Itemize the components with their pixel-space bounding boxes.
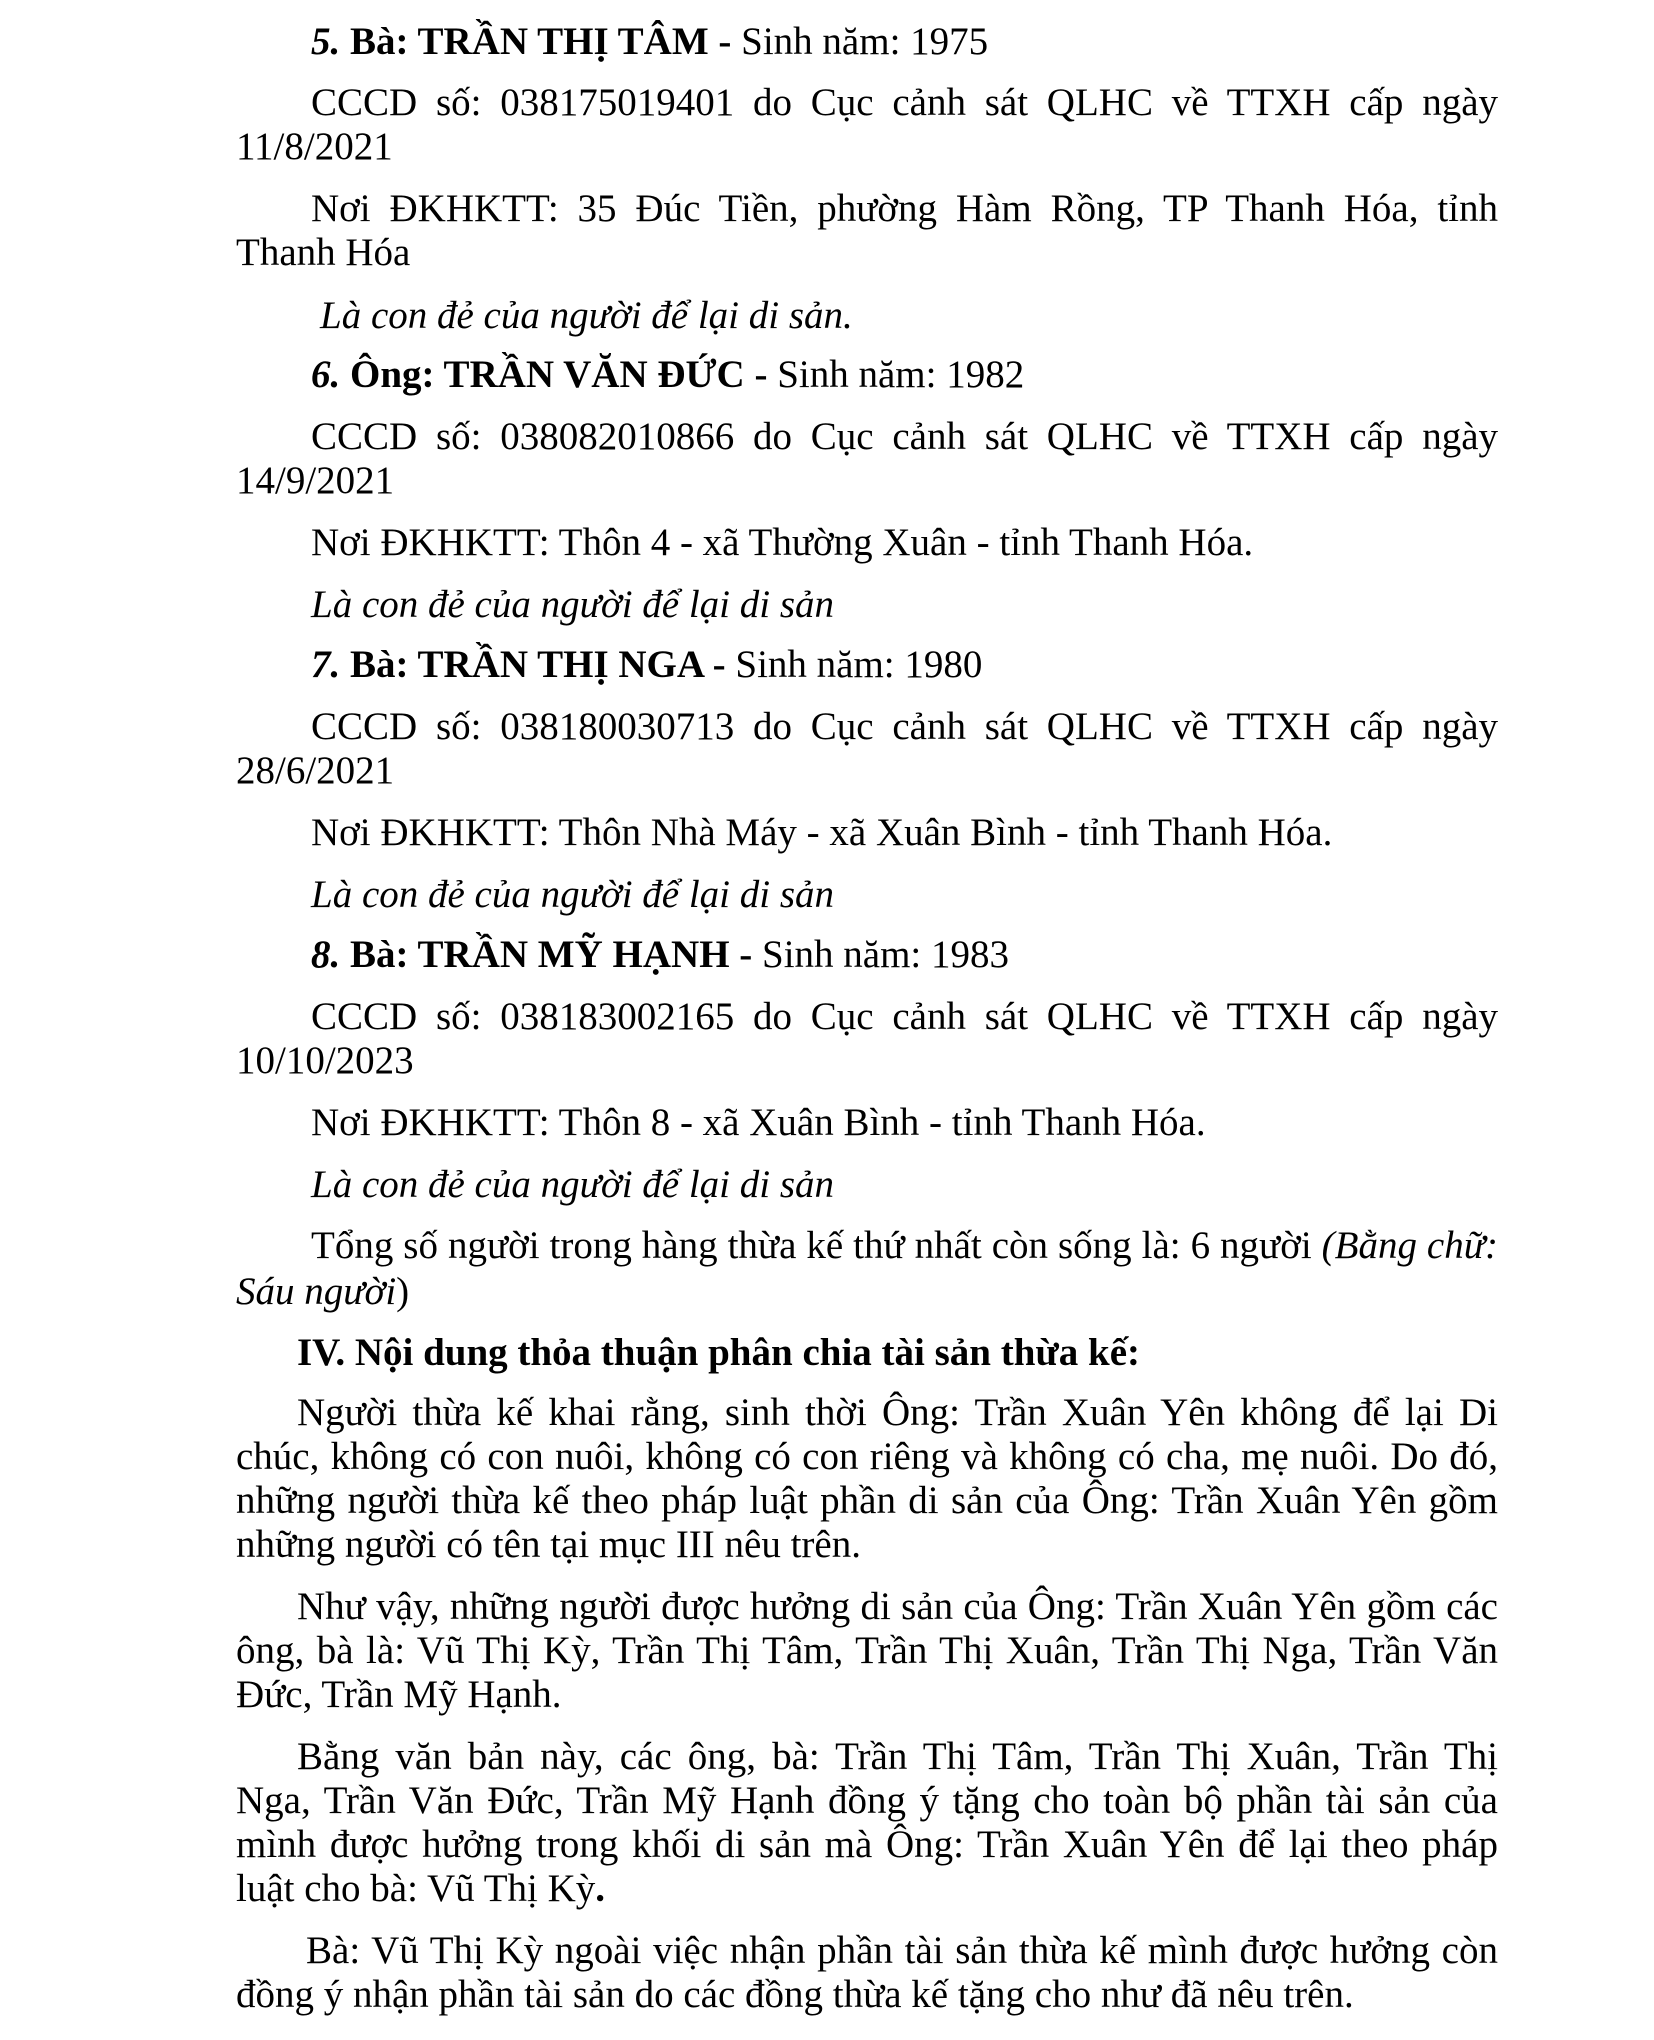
person-8-relation: Là con đẻ của người để lại di sản [311,1163,835,1206]
person-6-address: Nơi ĐKHKTT: Thôn 4 - xã Thường Xuân - tỉnh Thanh Hóa. [311,521,1254,564]
section-4-p2-line: Đức, Trần Mỹ Hạnh. [236,1673,562,1716]
total-heirs-text: Tổng số người trong hàng thừa kế thứ nhất còn sống là: 6 người [311,1224,1312,1267]
person-name: Bà: TRẦN THỊ TÂM - [350,20,732,63]
person-5-address-cont: Thanh Hóa [236,231,411,274]
section-4-p2-line: ông, bà là: Vũ Thị Kỳ, Trần Thị Tâm, Trần Thị Xuân, Trần Thị Nga, Trần Văn [236,1629,1498,1672]
section-4-p3-line: mình được hưởng trong khối di sản mà Ông: Trần Xuân Yên để lại theo pháp [236,1823,1498,1866]
total-heirs-words-open: (Bằng chữ: [1321,1224,1498,1267]
section-4-p3-line: Nga, Trần Văn Đức, Trần Mỹ Hạnh đồng ý tặng cho toàn bộ phần tài sản của [236,1779,1498,1822]
person-8-cccd: CCCD số: 038183002165 do Cục cảnh sát QLHC về TTXH cấp ngày [311,995,1498,1038]
person-birth-year: Sinh năm: 1975 [741,20,989,63]
section-4-p1-line: Người thừa kế khai rằng, sinh thời Ông: Trần Xuân Yên không để lại Di [297,1391,1498,1434]
person-5-relation: Là con đẻ của người để lại di sản. [320,294,853,337]
section-4-p2-line: Như vậy, những người được hưởng di sản của Ông: Trần Xuân Yên gồm các [297,1585,1498,1628]
person-5-cccd-date: 11/8/2021 [236,125,393,168]
person-6-cccd: CCCD số: 038082010866 do Cục cảnh sát QLHC về TTXH cấp ngày [311,415,1498,458]
section-4-p3-line: Bằng văn bản này, các ông, bà: Trần Thị Tâm, Trần Thị Xuân, Trần Thị [297,1735,1498,1778]
person-7-relation: Là con đẻ của người để lại di sản [311,873,835,916]
person-8-cccd-date: 10/10/2023 [236,1039,414,1082]
section-4-p3-last-text: luật cho bà: Vũ Thị Kỳ [236,1867,596,1910]
person-number: 5. [311,20,341,63]
person-7-cccd: CCCD số: 038180030713 do Cục cảnh sát QLHC về TTXH cấp ngày [311,705,1498,748]
person-6-relation: Là con đẻ của người để lại di sản [311,583,835,626]
section-4-p4-line: đồng ý nhận phần tài sản do các đồng thừa kế tặng cho như đã nêu trên. [236,1973,1354,2016]
section-4-heading: IV. Nội dung thỏa thuận phân chia tài sản thừa kế: [297,1331,1141,1374]
person-name: Bà: TRẦN MỸ HẠNH - [350,933,753,976]
section-4-p4-line: Bà: Vũ Thị Kỳ ngoài việc nhận phần tài sản thừa kế mình được hưởng còn [306,1929,1498,1972]
person-birth-year: Sinh năm: 1982 [777,353,1025,396]
person-6-cccd-date: 14/9/2021 [236,459,395,502]
person-5-heading [311,22,988,61]
person-number: 8. [311,933,341,976]
person-7-heading [311,645,982,684]
person-7-cccd-date: 28/6/2021 [236,749,395,792]
section-4-p1-line: những người thừa kế theo pháp luật phần di sản của Ông: Trần Xuân Yên gồm [236,1479,1498,1522]
total-heirs-words-text: Sáu người [236,1270,397,1313]
person-5-address: Nơi ĐKHKTT: 35 Đúc Tiền, phường Hàm Rồng, TP Thanh Hóa, tỉnh [311,187,1498,230]
person-birth-year: Sinh năm: 1980 [735,643,983,686]
person-8-address: Nơi ĐKHKTT: Thôn 8 - xã Xuân Bình - tỉnh Thanh Hóa. [311,1101,1206,1144]
section-4-p1-line: những người có tên tại mục III nêu trên. [236,1523,861,1566]
total-heirs-words-close: ) [396,1270,410,1313]
person-6-heading [311,355,1024,394]
section-4-p3-last-line [236,1869,605,1908]
section-4-p1-line: chúc, không có con nuôi, không có con riêng và không có cha, mẹ nuôi. Do đó, [236,1435,1498,1478]
person-5-cccd: CCCD số: 038175019401 do Cục cảnh sát QLHC về TTXH cấp ngày [311,81,1498,124]
section-4-p3-period: . [595,1867,606,1910]
person-birth-year: Sinh năm: 1983 [762,933,1010,976]
person-7-address: Nơi ĐKHKTT: Thôn Nhà Máy - xã Xuân Bình - tỉnh Thanh Hóa. [311,811,1333,854]
person-8-heading [311,935,1009,974]
total-heirs-words [236,1272,409,1311]
person-name: Ông: TRẦN VĂN ĐỨC - [350,353,768,396]
person-number: 6. [311,353,341,396]
person-name: Bà: TRẦN THỊ NGA - [350,643,726,686]
person-number: 7. [311,643,341,686]
total-heirs-line [311,1226,1498,1265]
